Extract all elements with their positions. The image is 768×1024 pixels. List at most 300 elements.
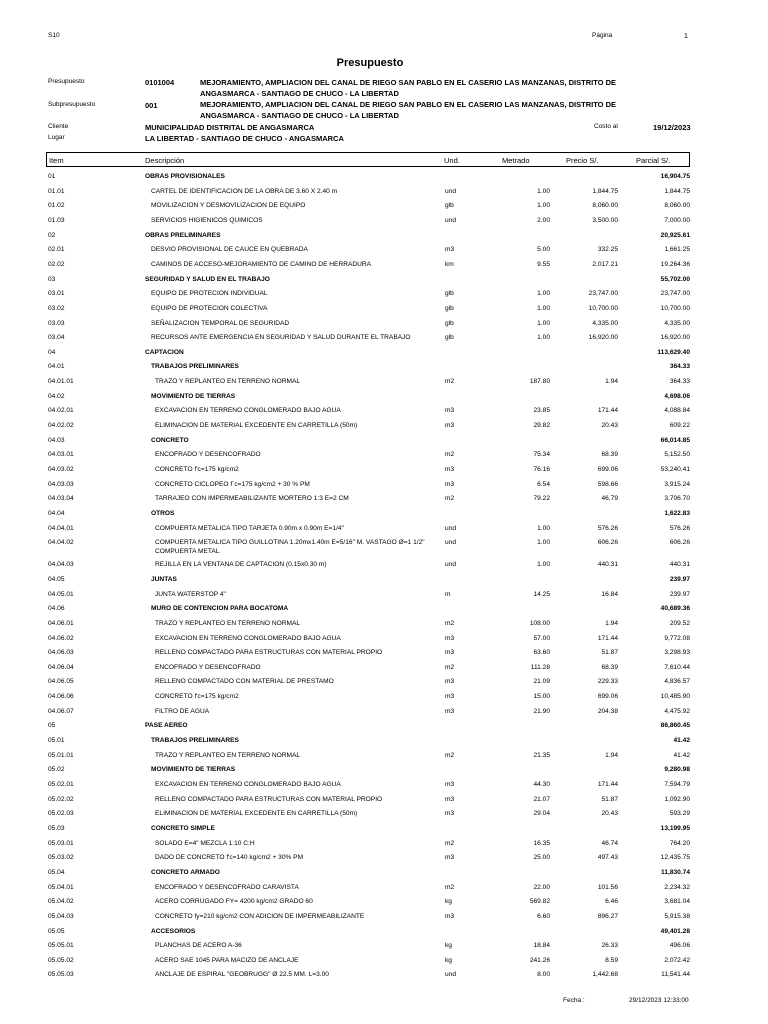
row-metrado: 569.82 bbox=[529, 898, 550, 906]
table-row bbox=[0, 524, 768, 538]
table-row bbox=[0, 956, 768, 970]
row-parcial: 606.26 bbox=[669, 539, 690, 547]
row-unit: kg bbox=[445, 898, 452, 906]
row-metrado: 6.54 bbox=[537, 480, 550, 488]
row-unit: m2 bbox=[445, 495, 455, 503]
col-metrado: Metrado bbox=[502, 156, 530, 165]
row-precio: 606.26 bbox=[597, 539, 618, 547]
row-precio: 1.94 bbox=[605, 619, 618, 627]
row-unit: und bbox=[445, 187, 457, 195]
table-row bbox=[0, 590, 768, 604]
row-unit: m3 bbox=[445, 422, 455, 430]
row-description: EXCAVACION EN TERRENO CONGLOMERADO BAJO AGUA bbox=[155, 781, 341, 788]
row-item: 05.03.02 bbox=[48, 854, 74, 862]
row-item: 04.05.01 bbox=[48, 590, 74, 598]
col-und: Und. bbox=[444, 156, 460, 165]
row-description: ELIMINACION DE MATERIAL EXCEDENTE EN CARRETILLA (50m) bbox=[155, 422, 358, 430]
row-metrado: 241.26 bbox=[529, 956, 550, 964]
row-description: MOVIMIENTO DE TIERRAS bbox=[151, 392, 236, 400]
subpresupuesto-code: 001 bbox=[145, 101, 158, 110]
row-parcial: 16,920.00 bbox=[660, 334, 690, 342]
row-unit: m3 bbox=[445, 810, 455, 818]
row-parcial: 440.31 bbox=[669, 561, 690, 569]
table-row bbox=[0, 853, 768, 867]
page-label: Página bbox=[592, 32, 613, 39]
row-metrado: 79.22 bbox=[533, 495, 550, 503]
row-unit: kg bbox=[445, 942, 452, 950]
subpresupuesto-desc-line1: MEJORAMIENTO, AMPLIACION DEL CANAL DE RIEGO SAN PABLO EN EL CASERIO LAS MANZANAS, DISTRITO DE bbox=[200, 100, 617, 109]
row-unit: m bbox=[445, 590, 451, 598]
row-parcial: 4,475.92 bbox=[664, 707, 690, 715]
subpresupuesto-desc-line2: ANGASMARCA - SANTIAGO DE CHUCO - LA LIBERTAD bbox=[200, 111, 399, 120]
row-item: 04.01 bbox=[48, 363, 65, 371]
row-item: 05.05 bbox=[48, 927, 65, 935]
row-unit: m3 bbox=[445, 649, 455, 657]
table-row bbox=[0, 795, 768, 809]
row-description: EXCAVACION EN TERRENO CONGLOMERADO BAJO AGUA bbox=[155, 407, 341, 415]
section-row bbox=[0, 927, 768, 941]
row-parcial: 20,925.61 bbox=[660, 231, 690, 239]
row-item: 02 bbox=[48, 231, 56, 239]
row-description: EXCAVACION EN TERRENO CONGLOMERADO BAJO AGUA bbox=[155, 634, 341, 642]
row-description: ELIMINACION DE MATERIAL EXCEDENTE EN CARRETILLA (50m) bbox=[155, 810, 358, 818]
row-description: PLANCHAS DE ACERO A-36 bbox=[155, 942, 242, 950]
row-item: 04.04 bbox=[48, 509, 65, 517]
row-item: 05.04.03 bbox=[48, 912, 74, 920]
row-parcial: 593.29 bbox=[669, 810, 690, 818]
row-parcial: 10,700.00 bbox=[660, 304, 690, 312]
row-unit: glb bbox=[445, 202, 454, 210]
row-unit: und bbox=[445, 524, 457, 532]
row-item: 05.01.01 bbox=[48, 751, 74, 759]
table-row bbox=[0, 377, 768, 391]
row-parcial: 3,681.04 bbox=[664, 898, 690, 906]
section-row bbox=[0, 231, 768, 245]
row-item: 02.01 bbox=[48, 246, 65, 254]
row-unit: und bbox=[445, 971, 457, 979]
row-item: 04.06.01 bbox=[48, 619, 74, 627]
row-metrado: 1.00 bbox=[537, 304, 550, 312]
row-metrado: 6.60 bbox=[537, 912, 550, 920]
section-row bbox=[0, 604, 768, 618]
row-unit: m3 bbox=[445, 678, 455, 686]
row-metrado: 22.00 bbox=[533, 883, 550, 891]
table-row bbox=[0, 809, 768, 823]
col-precio: Precio S/. bbox=[566, 156, 599, 165]
row-description: COMPUERTA METALICA TIPO TARJETA 0.90m x 0.90m E=1/4" bbox=[155, 524, 344, 532]
row-description: CONCRETO f'c=175 kg/cm2 bbox=[155, 466, 239, 473]
row-metrado: 15.00 bbox=[533, 693, 550, 701]
row-item: 04.06.05 bbox=[48, 678, 74, 686]
table-row bbox=[0, 707, 768, 721]
row-precio: 6.46 bbox=[605, 898, 618, 906]
row-parcial: 86,860.45 bbox=[660, 722, 690, 730]
row-item: 04.06.07 bbox=[48, 707, 74, 715]
row-metrado: 21.09 bbox=[533, 678, 550, 686]
row-metrado: 75.34 bbox=[533, 451, 550, 459]
fecha-value: 29/12/2023 12:33:00 bbox=[629, 997, 689, 1004]
row-precio: 46.74 bbox=[601, 839, 618, 847]
subpresupuesto-label: Subpresupuesto bbox=[48, 101, 96, 108]
row-unit: km bbox=[445, 260, 454, 268]
row-metrado: 21.07 bbox=[533, 795, 550, 803]
row-parcial: 1,661.25 bbox=[664, 246, 690, 254]
row-precio: 171.44 bbox=[597, 781, 618, 788]
row-precio: 26.33 bbox=[601, 942, 618, 950]
report-code: S10 bbox=[48, 32, 60, 39]
row-item: 05.05.01 bbox=[48, 942, 74, 950]
row-metrado: 44.30 bbox=[533, 781, 550, 788]
section-row bbox=[0, 275, 768, 289]
row-description: ANCLAJE DE ESPIRAL "GEOBRUGG" Ø 22.5 MM. L=3.00 bbox=[155, 971, 329, 979]
row-parcial: 3,915.24 bbox=[664, 480, 690, 488]
presupuesto-label: Presupuesto bbox=[48, 78, 85, 85]
row-precio: 229.33 bbox=[597, 678, 618, 686]
row-precio: 1,442.68 bbox=[592, 971, 618, 979]
table-row bbox=[0, 450, 768, 464]
row-metrado: 1.00 bbox=[537, 202, 550, 210]
row-precio: 3,500.00 bbox=[592, 216, 618, 224]
table-row bbox=[0, 480, 768, 494]
row-unit: m3 bbox=[445, 795, 455, 803]
table-row bbox=[0, 260, 768, 274]
row-unit: m2 bbox=[445, 663, 455, 671]
row-precio: 1.94 bbox=[605, 751, 618, 759]
row-precio: 171.44 bbox=[597, 634, 618, 642]
row-description: ENCOFRADO Y DESENCOFRADO bbox=[155, 451, 261, 459]
table-row bbox=[0, 692, 768, 706]
row-description: MOVILIZACION Y DESMOVILIZACION DE EQUIPO bbox=[151, 202, 306, 210]
row-item: 05.03 bbox=[48, 824, 65, 832]
row-description: SOLADO E=4" MEZCLA 1:10 C:H bbox=[155, 839, 255, 847]
row-metrado: 1.00 bbox=[537, 290, 550, 298]
row-description: TARRAJEO CON IMPERMEABILIZANTE MORTERO 1:3 E=2 CM bbox=[155, 495, 349, 503]
lugar-value: LA LIBERTAD - SANTIAGO DE CHUCO - ANGASMARCA bbox=[145, 134, 344, 143]
row-description: CONCRETO f'c=175 kg/cm2 bbox=[155, 693, 239, 701]
row-precio: 576.26 bbox=[597, 524, 618, 532]
row-precio: 440.31 bbox=[597, 561, 618, 569]
row-item: 04.06.06 bbox=[48, 693, 74, 701]
row-parcial: 576.26 bbox=[669, 524, 690, 532]
row-unit: m3 bbox=[445, 480, 455, 488]
row-description: DADO DE CONCRETO f'c=140 kg/cm2 + 30% PM bbox=[155, 854, 304, 862]
table-row bbox=[0, 780, 768, 794]
row-parcial: 4,836.57 bbox=[664, 678, 690, 686]
row-metrado: 23.85 bbox=[533, 407, 550, 415]
row-parcial: 7,000.00 bbox=[664, 216, 690, 224]
row-unit: und bbox=[445, 216, 457, 224]
page-title: Presupuesto bbox=[336, 57, 404, 69]
row-item: 03.02 bbox=[48, 304, 65, 312]
row-precio: 20.43 bbox=[601, 422, 618, 430]
row-description: OTROS bbox=[151, 509, 175, 517]
row-parcial: 53,240.41 bbox=[660, 466, 690, 473]
row-unit: m2 bbox=[445, 839, 455, 847]
row-item: 05.05.02 bbox=[48, 956, 74, 964]
row-description: JUNTA WATERSTOP 4" bbox=[155, 590, 226, 598]
row-precio: 101.56 bbox=[597, 883, 618, 891]
row-metrado: 29.04 bbox=[533, 810, 550, 818]
row-precio: 332.25 bbox=[597, 246, 618, 254]
row-parcial: 4,088.84 bbox=[664, 407, 690, 415]
row-precio: 68.39 bbox=[601, 663, 618, 671]
row-metrado: 1.00 bbox=[537, 539, 550, 547]
row-item: 05.04 bbox=[48, 868, 65, 876]
row-precio: 497.43 bbox=[597, 854, 618, 862]
col-parcial: Parcial S/. bbox=[636, 156, 671, 165]
row-unit: m2 bbox=[445, 751, 455, 759]
col-item: Item bbox=[49, 156, 64, 165]
row-metrado: 57.00 bbox=[533, 634, 550, 642]
row-parcial: 2,072.42 bbox=[664, 956, 690, 964]
row-description: RELLENO COMPACTADO CON MATERIAL DE PRESTAMO bbox=[155, 678, 334, 686]
row-unit: m3 bbox=[445, 707, 455, 715]
table-row bbox=[0, 839, 768, 853]
cliente-value: MUNICIPALIDAD DISTRITAL DE ANGASMARCA bbox=[145, 123, 315, 132]
row-unit: glb bbox=[445, 290, 454, 298]
row-precio: 1.94 bbox=[605, 378, 618, 386]
section-row bbox=[0, 436, 768, 450]
table-row bbox=[0, 216, 768, 230]
costo-label: Costo al bbox=[594, 123, 618, 130]
table-row bbox=[0, 187, 768, 201]
table-row bbox=[0, 751, 768, 765]
row-parcial: 496.06 bbox=[669, 942, 690, 950]
row-item: 01.03 bbox=[48, 216, 65, 224]
row-unit: und bbox=[445, 561, 457, 569]
row-unit: glb bbox=[445, 304, 454, 312]
row-metrado: 21.90 bbox=[533, 707, 550, 715]
row-metrado: 5.00 bbox=[537, 246, 550, 254]
row-precio: 23,747.00 bbox=[588, 290, 618, 298]
row-unit: m3 bbox=[445, 912, 455, 920]
row-description: PASE AEREO bbox=[145, 722, 188, 730]
row-item: 02.02 bbox=[48, 260, 65, 268]
row-parcial: 5,915.38 bbox=[664, 912, 690, 920]
row-item: 04.04.03 bbox=[48, 561, 74, 569]
row-item: 01 bbox=[48, 173, 56, 180]
row-item: 04.03.04 bbox=[48, 495, 74, 503]
row-item: 04.06.03 bbox=[48, 649, 74, 657]
row-parcial: 364.33 bbox=[669, 363, 690, 371]
row-description: ACERO SAE 1045 PARA MACIZO DE ANCLAJE bbox=[155, 956, 299, 964]
table-row bbox=[0, 538, 768, 556]
row-parcial: 4,698.06 bbox=[664, 392, 690, 400]
row-parcial: 1,092.90 bbox=[664, 795, 690, 803]
row-parcial: 55,702.00 bbox=[660, 275, 690, 283]
row-item: 04.06 bbox=[48, 605, 65, 613]
row-item: 04.03.03 bbox=[48, 480, 74, 488]
row-item: 04.02.02 bbox=[48, 422, 74, 430]
row-precio: 16.84 bbox=[601, 590, 618, 598]
row-description: EQUIPO DE PROTECION COLECTIVA bbox=[151, 304, 268, 312]
row-parcial: 3,706.70 bbox=[664, 495, 690, 503]
row-parcial: 1,844.75 bbox=[664, 187, 690, 195]
row-unit: m3 bbox=[445, 634, 455, 642]
row-parcial: 40,689.36 bbox=[660, 605, 690, 613]
row-description: DESVIO PROVISIONAL DE CAUCE EN QUEBRADA bbox=[151, 246, 308, 254]
row-metrado: 187.80 bbox=[529, 378, 550, 386]
row-description: ENCOFRADO Y DESENCOFRADO bbox=[155, 663, 261, 671]
row-description: FILTRO DE AGUA bbox=[155, 707, 210, 715]
row-precio: 20.43 bbox=[601, 810, 618, 818]
row-parcial: 49,401.28 bbox=[660, 927, 690, 935]
row-parcial: 19,264.36 bbox=[660, 260, 690, 268]
row-description: ENCOFRADO Y DESENCOFRADO CARAVISTA bbox=[155, 883, 299, 891]
row-description: TRABAJOS PRELIMINARES bbox=[151, 737, 239, 745]
table-row bbox=[0, 465, 768, 479]
row-description: RELLENO COMPACTADO PARA ESTRUCTURAS CON MATERIAL PROPIO bbox=[155, 795, 383, 803]
row-item: 05.05.03 bbox=[48, 971, 74, 979]
row-unit: m2 bbox=[445, 883, 455, 891]
row-item: 04.05 bbox=[48, 575, 65, 583]
row-description: CONCRETO SIMPLE bbox=[151, 824, 215, 832]
row-parcial: 10,485.90 bbox=[660, 693, 690, 701]
row-metrado: 76.16 bbox=[533, 466, 550, 473]
row-precio: 4,335.00 bbox=[592, 319, 618, 327]
section-row bbox=[0, 362, 768, 376]
row-item: 04 bbox=[48, 348, 56, 356]
table-row bbox=[0, 560, 768, 574]
row-parcial: 11,541.44 bbox=[661, 971, 690, 979]
presupuesto-desc-line1: MEJORAMIENTO, AMPLIACION DEL CANAL DE RIEGO SAN PABLO EN EL CASERIO LAS MANZANAS, DISTRITO DE bbox=[200, 78, 617, 87]
section-row bbox=[0, 509, 768, 523]
row-item: 04.06.04 bbox=[48, 663, 74, 671]
row-precio: 171.44 bbox=[597, 407, 618, 415]
row-precio: 699.06 bbox=[597, 693, 618, 701]
row-parcial: 11,830.74 bbox=[661, 868, 690, 876]
row-parcial: 364.33 bbox=[669, 378, 690, 386]
row-description: SEGURIDAD Y SALUD EN EL TRABAJO bbox=[145, 275, 270, 283]
row-precio: 699.06 bbox=[597, 466, 618, 473]
row-metrado: 18.84 bbox=[533, 942, 550, 950]
row-metrado: 14.25 bbox=[533, 590, 550, 598]
row-parcial: 12,435.75 bbox=[660, 854, 690, 862]
row-unit: glb bbox=[445, 319, 454, 327]
row-description: CAPTACION bbox=[145, 348, 184, 356]
row-parcial: 16,904.75 bbox=[660, 173, 690, 180]
row-item: 05.04.01 bbox=[48, 883, 74, 891]
row-parcial: 113,629.40 bbox=[657, 348, 690, 356]
row-description: JUNTAS bbox=[151, 575, 177, 583]
row-parcial: 23,747.00 bbox=[660, 290, 690, 298]
row-description: TRAZO Y REPLANTEO EN TERRENO NORMAL bbox=[155, 619, 301, 627]
row-metrado: 21.35 bbox=[533, 751, 550, 759]
row-unit: m2 bbox=[445, 619, 455, 627]
row-parcial: 239.97 bbox=[669, 575, 690, 583]
row-description: EQUIPO DE PROTECION INDIVIDUAL bbox=[151, 290, 268, 298]
row-parcial: 9,772.08 bbox=[664, 634, 690, 642]
row-parcial: 66,014.85 bbox=[660, 436, 690, 444]
row-description: CAMINOS DE ACCESO-MEJORAMIENTO DE CAMINO DE HERRADURA bbox=[151, 260, 372, 268]
row-item: 04.06.02 bbox=[48, 634, 74, 642]
section-row bbox=[0, 824, 768, 838]
table-row bbox=[0, 201, 768, 215]
table-row bbox=[0, 304, 768, 318]
row-description: ACERO CORRUGADO FY= 4200 kg/cm2 GRADO 60 bbox=[155, 898, 313, 906]
row-description: OBRAS PRELIMINARES bbox=[145, 231, 221, 239]
row-item: 05.02.03 bbox=[48, 810, 74, 818]
row-item: 05.03.01 bbox=[48, 839, 74, 847]
row-item: 04.03.01 bbox=[48, 451, 74, 459]
row-parcial: 8,060.00 bbox=[664, 202, 690, 210]
row-precio: 8,060.00 bbox=[592, 202, 618, 210]
row-metrado: 108.00 bbox=[529, 619, 550, 627]
row-parcial: 7,610.44 bbox=[664, 663, 690, 671]
row-unit: m3 bbox=[445, 693, 455, 701]
row-item: 04.04.01 bbox=[48, 524, 74, 532]
row-item: 04.02.01 bbox=[48, 407, 74, 415]
row-parcial: 4,335.00 bbox=[664, 319, 690, 327]
row-description: SEÑALIZACION TEMPORAL DE SEGURIDAD bbox=[151, 319, 290, 327]
row-unit: m3 bbox=[445, 466, 455, 473]
row-description: OBRAS PROVISIONALES bbox=[145, 173, 225, 180]
table-row bbox=[0, 319, 768, 333]
section-row bbox=[0, 172, 768, 186]
lugar-label: Lugar bbox=[48, 134, 65, 141]
row-description: ACCESORIOS bbox=[151, 927, 196, 935]
row-description: TRAZO Y REPLANTEO EN TERRENO NORMAL bbox=[155, 751, 301, 759]
row-parcial: 609.22 bbox=[669, 422, 690, 430]
row-unit: m3 bbox=[445, 407, 455, 415]
row-parcial: 1,622.83 bbox=[664, 509, 690, 517]
row-description: RELLENO COMPACTADO PARA ESTRUCTURAS CON MATERIAL PROPIO bbox=[155, 649, 383, 657]
row-metrado: 111.28 bbox=[530, 663, 550, 671]
presupuesto-desc-line2: ANGASMARCA - SANTIAGO DE CHUCO - LA LIBERTAD bbox=[200, 89, 399, 98]
row-description: MOVIMIENTO DE TIERRAS bbox=[151, 766, 236, 774]
row-parcial: 5,152.50 bbox=[664, 451, 690, 459]
row-item: 05.04.02 bbox=[48, 898, 74, 906]
row-precio: 1,844.75 bbox=[592, 187, 618, 195]
row-metrado: 2.00 bbox=[537, 216, 550, 224]
row-item: 04.02 bbox=[48, 392, 65, 400]
row-item: 05.01 bbox=[48, 737, 65, 745]
cliente-label: Cliente bbox=[48, 123, 69, 130]
section-row bbox=[0, 868, 768, 882]
row-description: TRAZO Y REPLANTEO EN TERRENO NORMAL bbox=[155, 378, 301, 386]
table-row bbox=[0, 912, 768, 926]
table-row bbox=[0, 897, 768, 911]
row-unit: m3 bbox=[445, 246, 455, 254]
table-row bbox=[0, 245, 768, 259]
row-metrado: 63.60 bbox=[533, 649, 550, 657]
row-item: 03.03 bbox=[48, 319, 65, 327]
row-parcial: 2,234.32 bbox=[664, 883, 690, 891]
presupuesto-code: 0101004 bbox=[145, 78, 175, 87]
section-row bbox=[0, 721, 768, 735]
row-item: 05.02 bbox=[48, 766, 65, 774]
row-item: 01.01 bbox=[48, 187, 65, 195]
row-precio: 598.66 bbox=[597, 480, 618, 488]
row-parcial: 9,280.98 bbox=[664, 766, 690, 774]
table-row bbox=[0, 406, 768, 420]
row-precio: 51.87 bbox=[601, 795, 618, 803]
row-precio: 2,017.21 bbox=[592, 260, 618, 268]
row-metrado: 1.00 bbox=[537, 561, 550, 569]
row-metrado: 1.00 bbox=[537, 319, 550, 327]
table-row bbox=[0, 289, 768, 303]
table-row bbox=[0, 421, 768, 435]
row-unit: m3 bbox=[445, 781, 455, 788]
row-metrado: 16.35 bbox=[533, 839, 550, 847]
row-description: CONCRETO CICLOPEO f´c=175 kg/cm2 + 30 % PM bbox=[155, 480, 310, 488]
fecha-label: Fecha : bbox=[563, 997, 585, 1004]
table-row bbox=[0, 619, 768, 633]
row-item: 05.02.02 bbox=[48, 795, 74, 803]
row-parcial: 7,594.79 bbox=[664, 781, 690, 788]
row-item: 03 bbox=[48, 275, 56, 283]
section-row bbox=[0, 575, 768, 589]
